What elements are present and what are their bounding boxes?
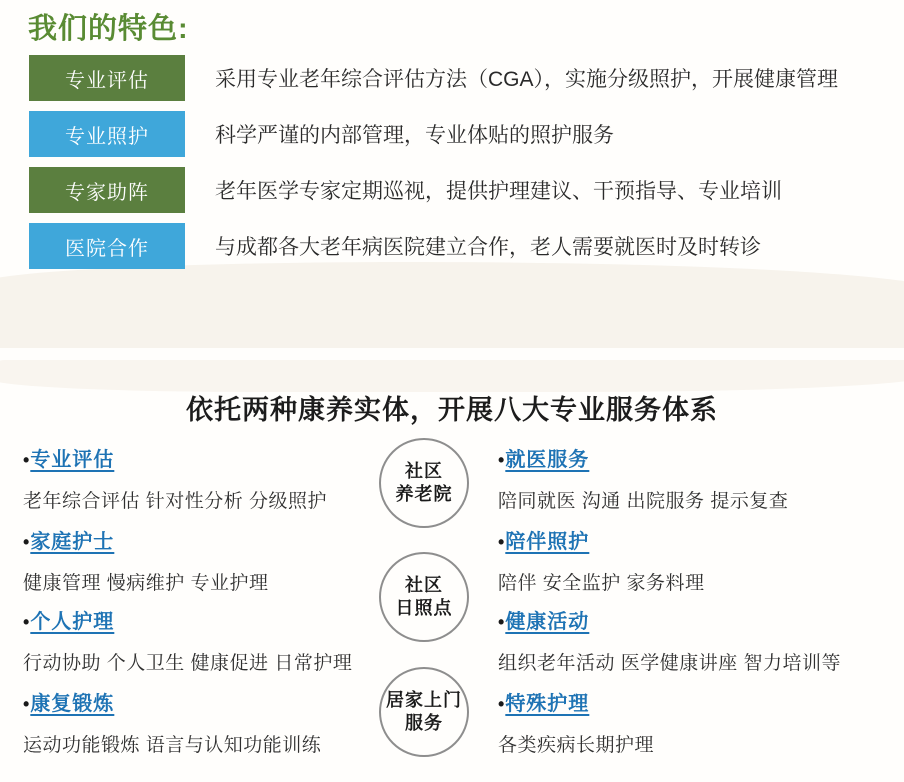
service-link[interactable]: 康复锻炼 bbox=[30, 693, 115, 715]
service-heading bbox=[23, 443, 327, 472]
service-heading bbox=[23, 525, 269, 554]
feature-desc: 采用专业老年综合评估方法（CGA），实施分级照护，开展健康管理 bbox=[215, 68, 839, 91]
feature-row bbox=[0, 55, 904, 101]
service-heading bbox=[498, 687, 654, 716]
circle-label-line: 日照点 bbox=[395, 598, 453, 618]
feature-desc: 与成都各大老年病医院建立合作，老人需要就医时及时转诊 bbox=[215, 236, 761, 259]
service-item-home-nurse bbox=[23, 525, 269, 595]
service-link[interactable]: 就医服务 bbox=[505, 449, 590, 471]
circle-community-daycare bbox=[379, 552, 469, 642]
circle-home-visit bbox=[379, 667, 469, 757]
service-heading bbox=[498, 443, 788, 472]
bullet-icon: • bbox=[498, 612, 505, 632]
circle-community-nursing-home bbox=[379, 438, 469, 528]
bullet-icon: • bbox=[498, 532, 505, 552]
service-link[interactable]: 个人护理 bbox=[30, 611, 115, 633]
bullet-icon: • bbox=[23, 694, 30, 714]
service-item-special-nursing bbox=[498, 687, 654, 757]
service-desc: 陪伴 安全监护 家务料理 bbox=[498, 573, 705, 594]
service-item-rehab bbox=[23, 687, 321, 757]
service-desc: 运动功能锻炼 语言与认知功能训练 bbox=[23, 735, 322, 756]
bullet-icon: • bbox=[23, 532, 30, 552]
service-item-assessment bbox=[23, 443, 327, 513]
service-desc: 健康管理 慢病维护 专业护理 bbox=[23, 573, 269, 594]
bullet-icon: • bbox=[23, 450, 30, 470]
services-section-title: 依托两种康养实体，开展八大专业服务体系 bbox=[186, 395, 718, 425]
service-link[interactable]: 健康活动 bbox=[505, 611, 590, 633]
service-item-companion-care bbox=[498, 525, 705, 595]
feature-row bbox=[0, 111, 904, 157]
circle-label-line: 社区 bbox=[405, 461, 443, 481]
circle-label bbox=[386, 689, 462, 735]
service-heading bbox=[23, 687, 321, 716]
service-link[interactable]: 特殊护理 bbox=[505, 693, 590, 715]
feature-tag-care: 专业照护 bbox=[29, 111, 185, 157]
service-link[interactable]: 陪伴照护 bbox=[505, 531, 590, 553]
feature-row bbox=[0, 223, 904, 269]
feature-tag-hospital: 医院合作 bbox=[29, 223, 185, 269]
service-item-health-activity bbox=[498, 605, 841, 675]
service-link[interactable]: 家庭护士 bbox=[30, 531, 115, 553]
bullet-icon: • bbox=[498, 450, 505, 470]
service-item-personal-care bbox=[23, 605, 352, 675]
feature-tag-experts: 专家助阵 bbox=[29, 167, 185, 213]
service-link[interactable]: 专业评估 bbox=[30, 449, 115, 471]
service-desc: 行动协助 个人卫生 健康促进 日常护理 bbox=[23, 653, 353, 674]
feature-desc: 科学严谨的内部管理，专业体贴的照护服务 bbox=[215, 124, 614, 147]
service-desc: 陪同就医 沟通 出院服务 提示复查 bbox=[498, 491, 789, 512]
circle-label-line: 服务 bbox=[405, 713, 443, 733]
bullet-icon: • bbox=[23, 612, 30, 632]
circle-label-line: 社区 bbox=[405, 575, 443, 595]
background-wave bbox=[0, 262, 904, 348]
service-desc: 各类疾病长期护理 bbox=[498, 735, 655, 756]
service-item-medical-escort bbox=[498, 443, 788, 513]
service-desc: 老年综合评估 针对性分析 分级照护 bbox=[23, 491, 328, 512]
bullet-icon: • bbox=[498, 694, 505, 714]
circle-label-line: 居家上门 bbox=[386, 690, 462, 710]
service-heading bbox=[498, 525, 705, 554]
feature-row bbox=[0, 167, 904, 213]
circle-label bbox=[396, 574, 453, 620]
service-desc: 组织老年活动 医学健康讲座 智力培训等 bbox=[498, 653, 842, 674]
features-section-title: 我们的特色: bbox=[28, 13, 189, 45]
feature-tag-assessment: 专业评估 bbox=[29, 55, 185, 101]
circle-label bbox=[396, 460, 453, 506]
service-heading bbox=[498, 605, 841, 634]
circle-label-line: 养老院 bbox=[395, 484, 453, 504]
service-heading bbox=[23, 605, 352, 634]
feature-desc: 老年医学专家定期巡视，提供护理建议、干预指导、专业培训 bbox=[215, 180, 782, 203]
